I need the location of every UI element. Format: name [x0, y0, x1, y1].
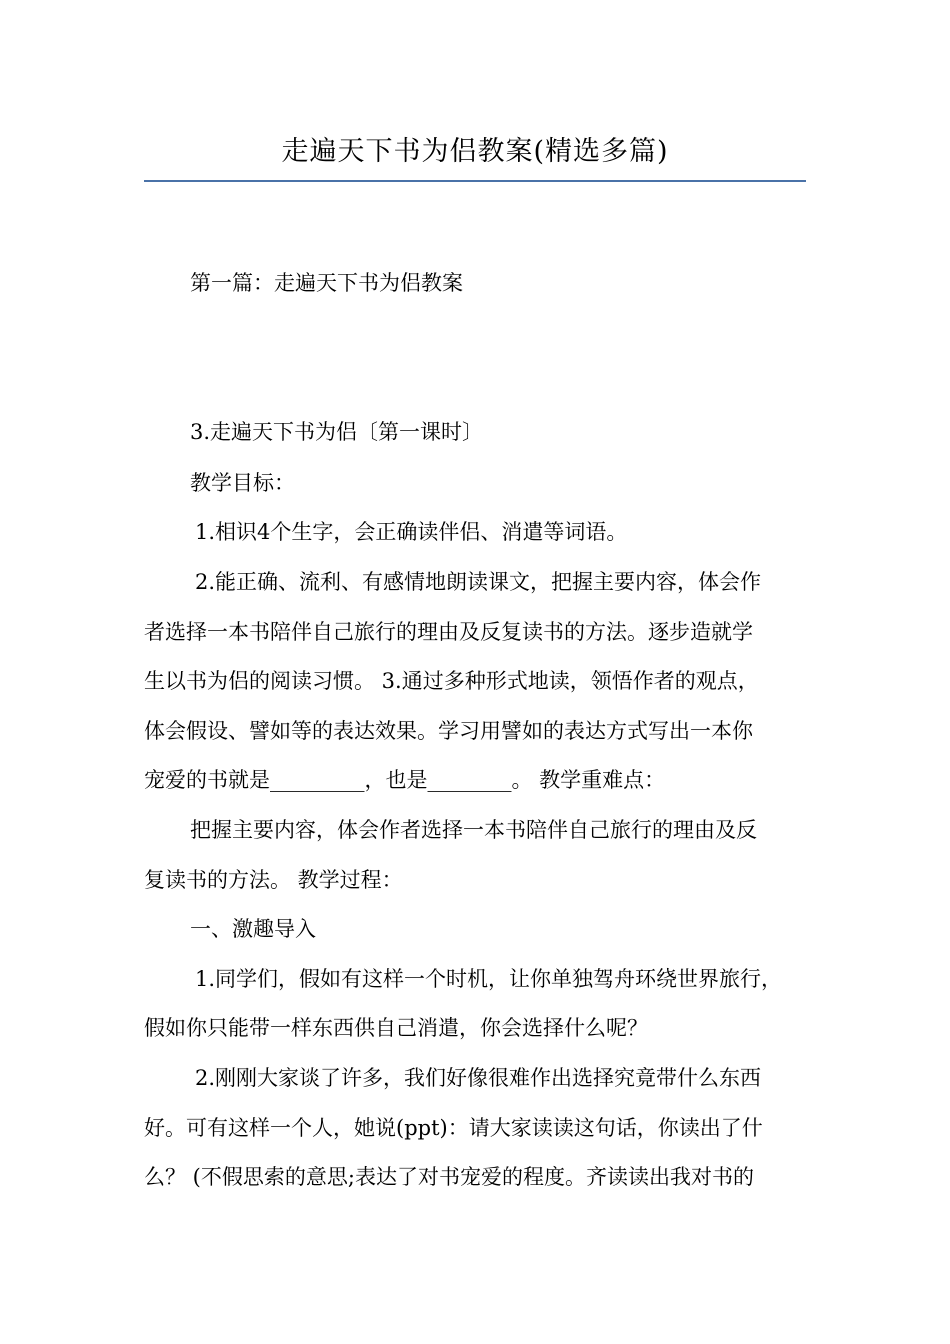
paragraph-line: 者选择一本书陪伴自己旅行的理由及反复读书的方法。逐步造就学 — [144, 620, 753, 644]
title-underline — [144, 180, 806, 182]
section-heading: 第一篇：走遍天下书为侣教案 — [190, 271, 463, 295]
paragraph-line: 教学目标： — [190, 471, 295, 495]
paragraph-line: 2.能正确、流利、有感情地朗读课文，把握主要内容，体会作 — [195, 570, 762, 594]
paragraph-line: 生以书为侣的阅读习惯。 3.通过多种形式地读，领悟作者的观点， — [144, 669, 759, 693]
paragraph-line: 复读书的方法。 教学过程： — [144, 868, 403, 892]
paragraph-line: 假如你只能带一样东西供自己消遣，你会选择什么呢？ — [144, 1016, 648, 1040]
paragraph-line: 1.相识4个生字，会正确读伴侣、消遣等词语。 — [195, 520, 628, 544]
lesson-heading: 3.走遍天下书为侣〔第一课时〕 — [190, 420, 484, 444]
paragraph-line: 宠爱的书就是_________，也是________。 教学重难点： — [144, 768, 666, 792]
paragraph-line: 2.刚刚大家谈了许多，我们好像很难作出选择究竟带什么东西 — [195, 1066, 762, 1090]
paragraph-line: 好。可有这样一个人，她说(ppt)：请大家读读这句话，你读出了什 — [144, 1116, 763, 1140]
paragraph-line: 把握主要内容，体会作者选择一本书陪伴自己旅行的理由及反 — [190, 818, 757, 842]
paragraph-line: 体会假设、譬如等的表达效果。学习用譬如的表达方式写出一本你 — [144, 719, 753, 743]
document-title: 走遍天下书为侣教案(精选多篇) — [281, 136, 669, 167]
paragraph-line: 么？ (不假思索的意思;表达了对书宠爱的程度。齐读读出我对书的 — [144, 1165, 754, 1189]
paragraph-line: 1.同学们，假如有这样一个时机，让你单独驾舟环绕世界旅行， — [195, 967, 783, 991]
paragraph-line: 一、激趣导入 — [190, 917, 316, 941]
